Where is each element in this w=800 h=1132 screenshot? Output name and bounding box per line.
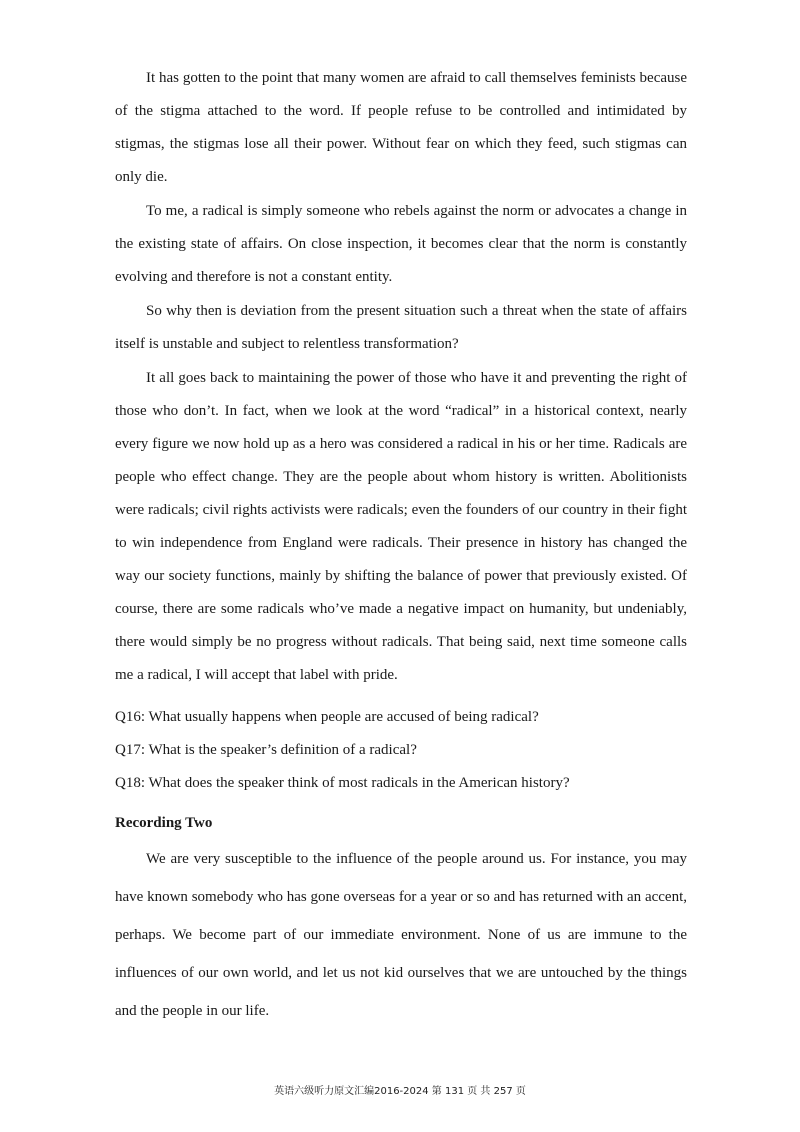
page-footer	[0, 1082, 800, 1097]
paragraph-influence: We are very susceptible to the influence of the people around us. For instance, you may have known somebody who has gone overseas for a year or so and has returned with an accent, perhaps. We become part of our immediate environment. None of us are immune to the influences of our own world, and let us not kid ourselves that we are untouched by the things and the people in our life.	[115, 851, 687, 1019]
paragraph-radical-definition: To me, a radical is simply someone who rebels against the norm or advocates a change in the existing state of affairs. On close inspection, it becomes clear that the norm is constantly evolving and therefore is not a constant entity.	[115, 203, 687, 285]
section-heading: Recording Two	[115, 815, 213, 831]
paragraph-stigma: It has gotten to the point that many women are afraid to call themselves feminists because of the stigma attached to the word. If people refuse to be controlled and intimidated by stigmas, the stigmas lose all their power. Without fear on which they feed, such stigmas can only die.	[115, 70, 687, 185]
document-page	[115, 62, 687, 1031]
question-16: Q16: What usually happens when people are accused of being radical?	[115, 709, 539, 725]
paragraph-deviation: So why then is deviation from the present situation such a threat when the state of affairs itself is unstable and subject to relentless transformation?	[115, 303, 687, 352]
paragraph-history: It all goes back to maintaining the power of those who have it and preventing the right of those who don’t. In fact, when we look at the word “radical” in a historical context, nearly every figure we now hold up as a hero was considered a radical in his or her time. Radicals are people who effect change. They are the people about whom history is written. Abolitionists were radicals; civil rights activists were radicals; even the founders of our country in their fight to win independence from England were radicals. Their presence in history has changed the way our society functions, mainly by shifting the balance of power that previously existed. Of course, there are some radicals who’ve made a negative impact on humanity, but undeniably, there would simply be no progress without radicals. That being said, next time someone calls me a radical, I will accept that label with pride.	[115, 370, 687, 683]
footer-text: 英语六级听力原文汇编2016-2024 第 131 页 共 257 页	[274, 1086, 526, 1097]
question-18: Q18: What does the speaker think of most radicals in the American history?	[115, 775, 570, 791]
question-17: Q17: What is the speaker’s definition of a radical?	[115, 742, 417, 758]
